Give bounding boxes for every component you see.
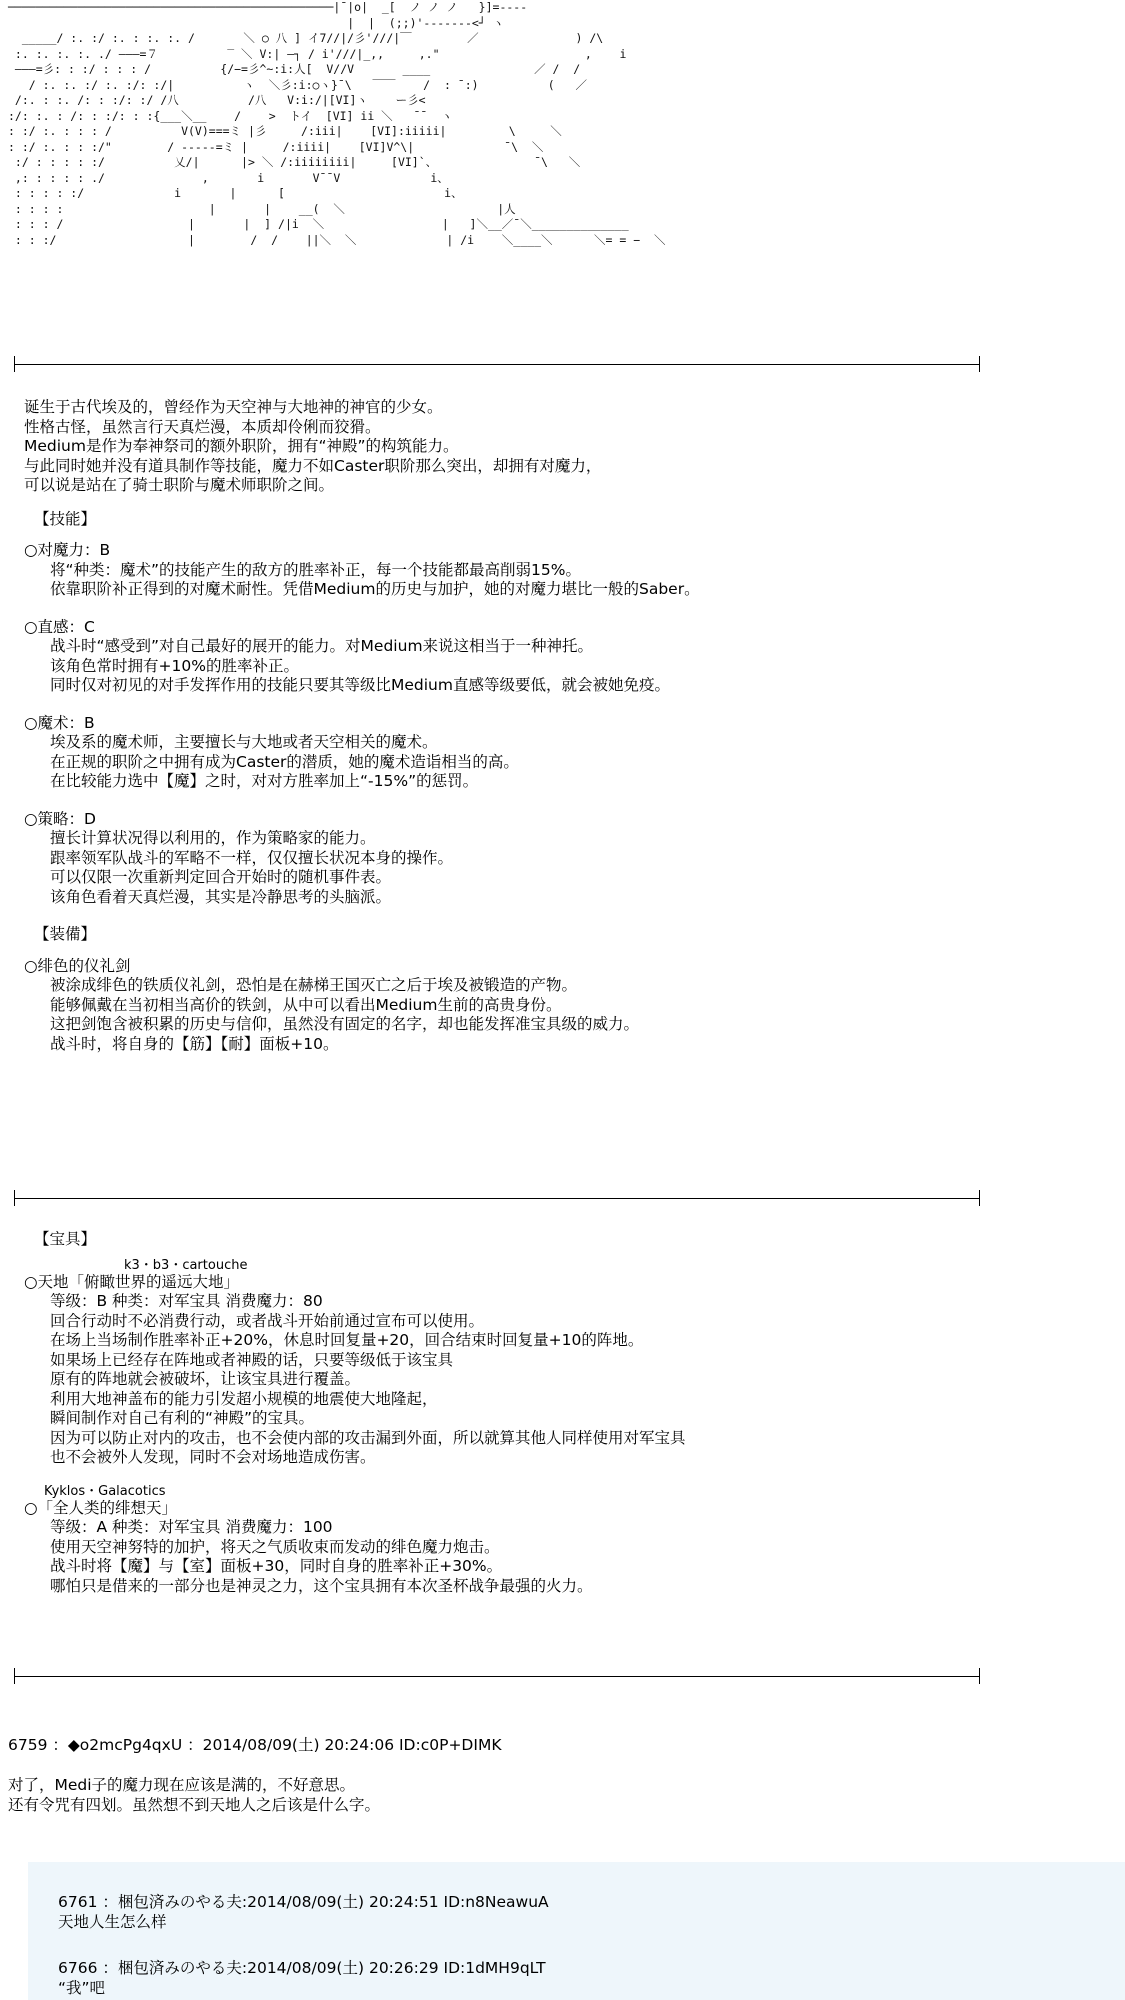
skill-line: 该角色常时拥有+10%的胜率补正。 [50, 656, 299, 675]
np-list [24, 1250, 964, 1597]
divider-middle [14, 1198, 980, 1199]
equipment-list [24, 957, 964, 1055]
equipment-line: 被涂成绯色的铁质仪礼剑，恐怕是在赫梯王国灭亡之后于埃及被锻造的产物。 [50, 976, 578, 994]
skill-line: 在比较能力选中【魔】之时，对对方胜率加上“-15%”的惩罚。 [50, 772, 479, 790]
forum-post [8, 1735, 1108, 1815]
skill-line: 同时仅对初见的对手发挥作用的技能只要其等级比Medium直感等级要低，就会被她免疫。 [50, 676, 670, 694]
skill-line: 在正规的职阶之中拥有成为Caster的潜质，她的魔术造诣相当的高。 [50, 752, 519, 771]
spacer [24, 907, 964, 925]
skill-line: 依靠职阶补正得到的对魔术耐性。凭借Medium的历史与加护，她的对魔力堪比一般的Saber。 [50, 580, 700, 598]
quoted-replies [28, 1862, 1125, 2000]
np-title: ○「全人类的绯想天」 [24, 1498, 178, 1517]
np-line: 使用天空神努特的加护，将天之气质收束而发动的绯色魔力炮击。 [50, 1537, 500, 1556]
np-line: 战斗时将【魔】与【室】面板+30，同时自身的胜率补正+30%。 [50, 1557, 503, 1575]
np-line: 因为可以防止对内的攻击，也不会使内部的攻击漏到外面，所以就算其他人同样使用对军宝具 [50, 1428, 686, 1447]
spacer [24, 696, 964, 714]
post-line: 还有令咒有四划。虽然想不到天地人之后该是什么字。 [8, 1796, 381, 1814]
intro-line: Medium是作为奉神祭司的额外职阶，拥有“神殿”的构筑能力。 [24, 437, 459, 455]
np-line: 瞬间制作对自己有利的“神殿”的宝具。 [50, 1409, 315, 1427]
spacer [24, 1250, 964, 1258]
np-line: 利用大地神盖布的能力引发超小规模的地震使大地隆起， [50, 1389, 438, 1408]
quote-text: “我”吧 [58, 1979, 106, 1997]
equipment-line: 能够佩戴在当初相当高价的铁剑，从中可以看出Medium生前的高贵身份。 [50, 995, 562, 1014]
intro [24, 398, 964, 496]
np-line: 原有的阵地就会被破坏，让该宝具进行覆盖。 [50, 1370, 361, 1388]
post-line: 对了，Medi子的魔力现在应该是满的，不好意思。 [8, 1776, 356, 1794]
np-line: 哪怕只是借来的一部分也是神灵之力，这个宝具拥有本次圣杯战争最强的火力。 [50, 1576, 593, 1595]
skill-title: ○魔术：B [24, 713, 95, 732]
quote-header: 6761 ：梱包済みのやる夫:2014/08/09(土) 20:24:51 ID:n8NeawuA [58, 1893, 549, 1911]
equipment-line: 这把剑饱含被积累的历史与信仰，虽然没有固定的名字，却也能发挥准宝具级的威力。 [50, 1015, 640, 1033]
divider-bottom [14, 1676, 980, 1677]
quote-header: 6766 ：梱包済みのやる夫:2014/08/09(土) 20:26:29 ID:1dMH9qLT [58, 1959, 546, 1977]
np-line: 也不会被外人发现，同时不会对场地造成伤害。 [50, 1448, 376, 1466]
intro-line: 可以说是站在了骑士职阶与魔术师职阶之间。 [24, 476, 335, 494]
skill-line: 该角色看着天真烂漫，其实是冷静思考的头脑派。 [50, 887, 392, 906]
skill-title: ○对魔力：B [24, 541, 111, 559]
equipment-heading: 【装備】 [34, 925, 97, 943]
np-title: ○天地「俯瞰世界的遥远大地」 [24, 1272, 240, 1291]
skill-title: ○直感：C [24, 617, 95, 636]
skill-line: 将“种类：魔术”的技能产生的敌方的胜率补正，每一个技能都最高削弱15%。 [50, 560, 582, 579]
ascii-art: ───────────────────────────────────────────────|¯|o| _[ ノ ノ ノ }]=---- | | (;;)'-------<┘ ヽ _____/ :. :/ :. : :. :. / ＼ ○ 八 ] イ7//|/彡'///|￣ ／ ) /\ :. :. :. :. ./ ―――=７ ‾ ＼ V:| ―┐ / i'///|_,, ,." , i ―――=彡: : :/ : : : / {/−=彡^~:i:人[ V//V ____ ／ / / / :. :. :/ :. :/: :/| ヽ ＼彡:i:○ヽ}¯\ ￣￣ / : ¯:) ( ／ /:. : :. /: : :/: :/ /八 /八 V:i:/|[VI]ヽ ー彡< :/: :. : /: : :/: : :{___＼__ / > トイ [VI] ii ＼ ¯¯ ヽ : :/ :. : : : / V(V)===ミ |彡 /:iii| [VI]:iiiii| \ ＼ : :/ :. : : :/" / -----=ミ | /:iiii| [VI]V^\| ¯\ ＼ :/ : : : : :/ 乂/| |> ＼ /:iiiiiiii| [VI]`、 ¯\ ＼ ,: : : : : ./ , i V¯¯V i、 : : : : :/ i | [ i、 : : : : | | __( ＼ |人 : : : / | | ] /|i ＼ | ]＼__／¯＼______________ : : :/ | / / ||＼ ＼ | /i ＼____＼ ＼= = − ＼ [8, 0, 666, 247]
skill-line: 擅长计算状况得以利用的，作为策略家的能力。 [50, 829, 376, 847]
noble-phantasms [24, 1230, 964, 1596]
skill-line: 埃及系的魔术师，主要擅长与大地或者天空相关的魔术。 [50, 733, 438, 751]
np-heading: 【宝具】 [34, 1230, 97, 1248]
skill-title: ○策略：D [24, 809, 96, 828]
divider-top [14, 364, 980, 365]
skill-line: 战斗时“感受到”对自己最好的展开的能力。对Medium来说这相当于一种神托。 [50, 637, 594, 655]
skill-line: 可以仅限一次重新判定回合开始时的随机事件表。 [50, 868, 392, 886]
equipment-title: ○绯色的仪礼剑 [24, 956, 131, 975]
np-ruby: Kyklos・Galacotics [44, 1483, 166, 1499]
intro-line: 与此同时她并没有道具制作等技能，魔力不如Caster职阶那么突出，却拥有对魔力， [24, 456, 602, 475]
quote-text: 天地人生怎么样 [58, 1913, 167, 1931]
spacer [24, 600, 964, 618]
np-line: 等级：B 种类：对军宝具 消费魔力：80 [50, 1292, 323, 1310]
spacer [24, 792, 964, 810]
spacer [24, 1468, 964, 1484]
intro-line: 诞生于古代埃及的，曾经作为天空神与大地神的神官的少女。 [24, 398, 443, 416]
skill-line: 跟率领军队战斗的军略不一样，仅仅擅长状况本身的操作。 [50, 848, 454, 867]
np-line: 回合行动时不必消费行动，或者战斗开始前通过宣布可以使用。 [50, 1311, 485, 1330]
post-body [8, 1775, 1108, 1815]
np-line: 在场上当场制作胜率补正+20%，休息时回复量+20，回合结束时回复量+10的阵地。 [50, 1331, 644, 1349]
np-line: 等级：A 种类：对军宝具 消费魔力：100 [50, 1518, 333, 1536]
skills-list [24, 541, 964, 925]
character-sheet [24, 398, 964, 1054]
skills-heading: 【技能】 [34, 509, 97, 528]
post-header: 6759 ：◆o2mcPg4qxU ：2014/08/09(土) 20:24:06 ID:c0P+DIMK [8, 1736, 502, 1754]
equipment-line: 战斗时，将自身的【筋】【耐】面板+10。 [50, 1034, 339, 1053]
np-ruby: k3・b3・cartouche [124, 1257, 248, 1273]
intro-line: 性格古怪，虽然言行天真烂漫，本质却伶俐而狡猾。 [24, 417, 381, 436]
np-line: 如果场上已经存在阵地或者神殿的话，只要等级低于该宝具 [50, 1350, 454, 1369]
